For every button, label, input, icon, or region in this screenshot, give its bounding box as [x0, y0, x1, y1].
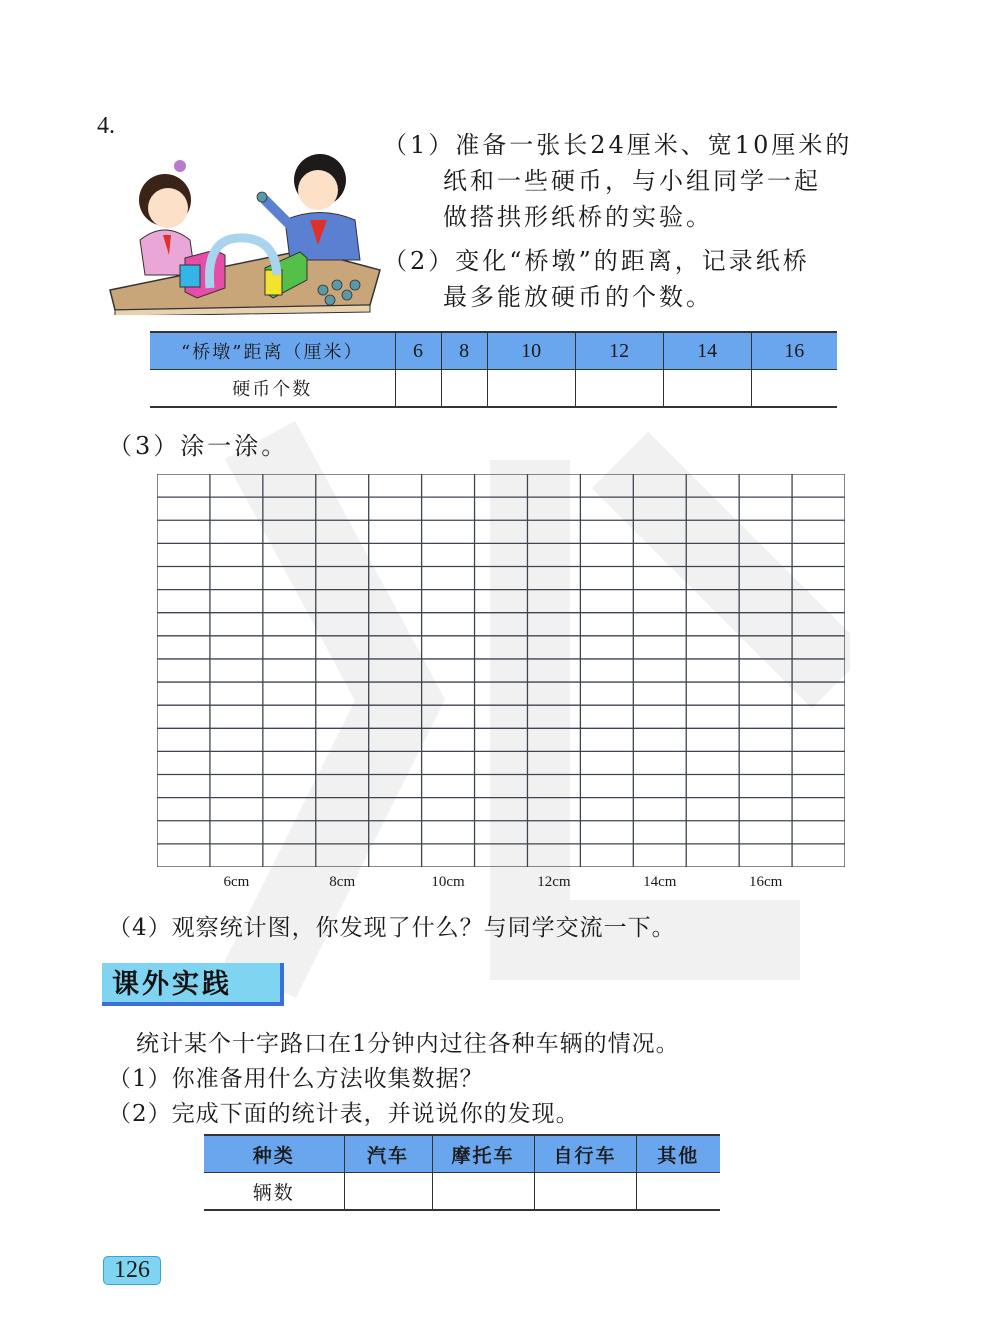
header-cell: 其他 [636, 1135, 720, 1173]
row-label: 辆数 [204, 1173, 344, 1211]
section-title-badge: 课外实践 [102, 963, 284, 1006]
section-question-1: （1）你准备用什么方法收集数据？ [108, 1066, 484, 1092]
header-cell: “桥墩”距离（厘米） [150, 332, 395, 370]
header-cell: 种类 [204, 1135, 344, 1173]
header-cell: 8 [441, 332, 487, 370]
coin-count-cell[interactable] [575, 370, 663, 408]
header-cell: 14 [663, 332, 751, 370]
coloring-grid-chart[interactable] [157, 474, 845, 867]
section-question-2: （2）完成下面的统计表，并说说你的发现。 [108, 1101, 580, 1127]
x-tick-label: 10cm [431, 874, 465, 890]
header-cell: 自行车 [534, 1135, 636, 1173]
vehicle-count-cell[interactable] [636, 1173, 720, 1211]
header-cell: 16 [751, 332, 837, 370]
instruction-part-2: （2）变化“桥墩”的距离，记录纸桥 最多能放硬币的个数。 [383, 247, 810, 311]
part-3-label: （3）涂一涂。 [108, 432, 289, 460]
vehicle-count-cell[interactable] [534, 1173, 636, 1211]
header-cell: 汽车 [344, 1135, 432, 1173]
coin-count-cell[interactable] [751, 370, 837, 408]
header-cell: 摩托车 [432, 1135, 534, 1173]
x-tick-label: 8cm [329, 874, 356, 890]
x-tick-label: 14cm [643, 874, 677, 890]
header-cell: 6 [395, 332, 441, 370]
table-header-row [150, 332, 837, 370]
coin-count-cell[interactable] [487, 370, 575, 408]
table-row [150, 370, 837, 408]
vehicle-count-table [204, 1134, 720, 1211]
table-header-row [204, 1135, 720, 1173]
header-cell: 12 [575, 332, 663, 370]
page-number: 126 [103, 1256, 161, 1285]
header-cell: 10 [487, 332, 575, 370]
row-label: 硬币个数 [150, 370, 395, 408]
bridge-record-table [150, 331, 837, 408]
part-4-prompt: （4）观察统计图，你发现了什么？与同学交流一下。 [108, 915, 676, 941]
vehicle-count-cell[interactable] [344, 1173, 432, 1211]
x-tick-label: 6cm [223, 874, 250, 890]
x-tick-label: 12cm [537, 874, 571, 890]
question-number: 4. [97, 113, 115, 139]
vehicle-count-cell[interactable] [432, 1173, 534, 1211]
section-intro: 统计某个十字路口在1分钟内过往各种车辆的情况。 [136, 1031, 680, 1057]
x-tick-label: 16cm [748, 874, 783, 890]
two-children-paper-bridge-illustration [105, 140, 385, 315]
instruction-part-1: （1）准备一张长24厘米、宽10厘米的 纸和一些硬币，与小组同学一起 做搭拱形纸桥的实验。 [383, 131, 853, 231]
coin-count-cell[interactable] [441, 370, 487, 408]
coin-count-cell[interactable] [663, 370, 751, 408]
table-row [204, 1173, 720, 1211]
coin-count-cell[interactable] [395, 370, 441, 408]
